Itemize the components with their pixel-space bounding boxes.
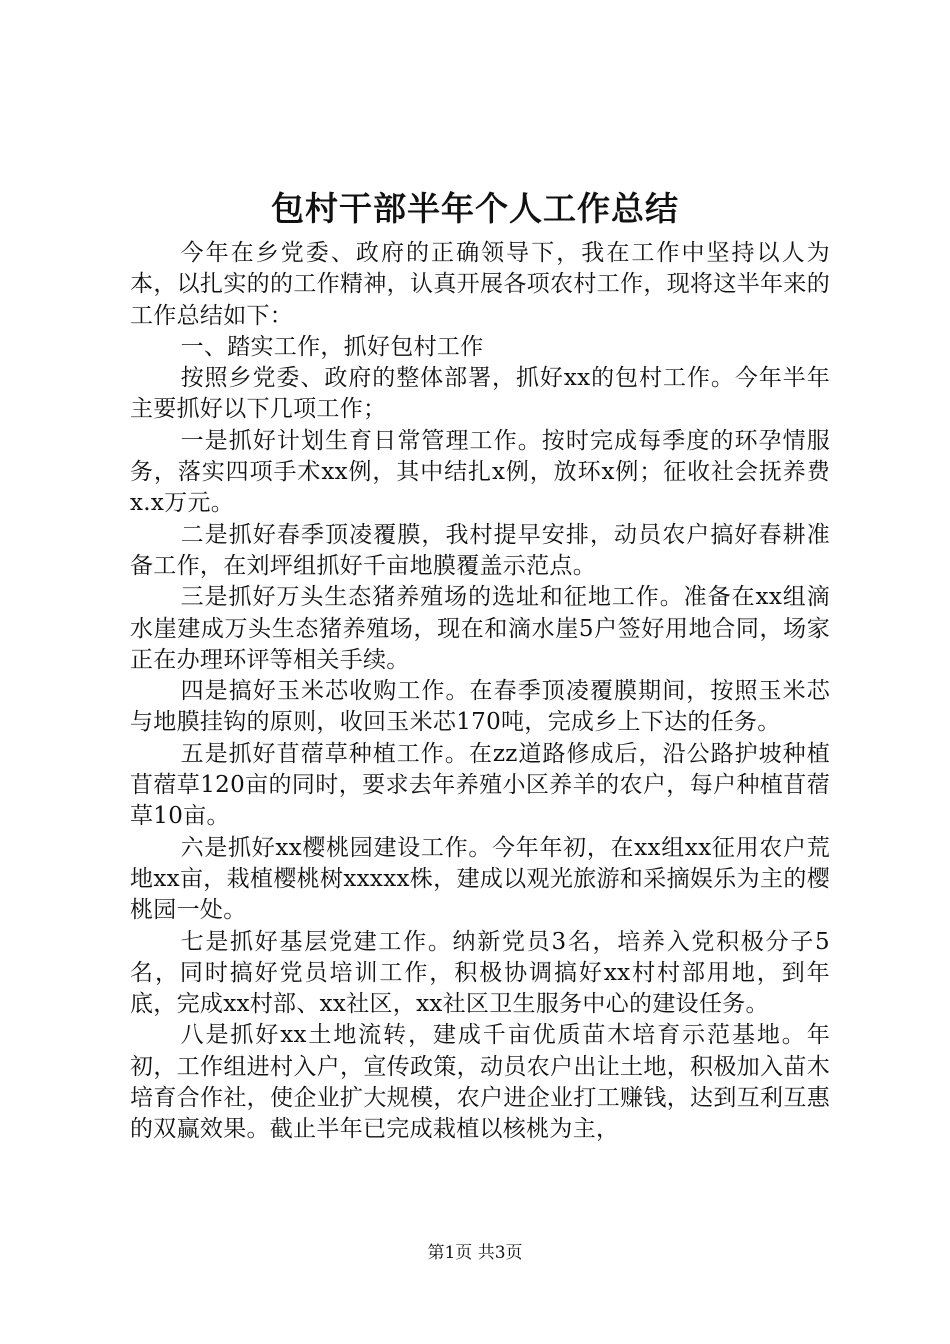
paragraph-item-7: 七是抓好基层党建工作。纳新党员3名，培养入党积极分子5名，同时搞好党员培训工作，积极协调搞好xx村村部用地，到年底，完成xx村部、xx社区，xx社区卫生服务中心的建设任务。 (130, 928, 830, 1018)
paragraph-intro: 今年在乡党委、政府的正确领导下，我在工作中坚持以人为本，以扎实的的工作精神，认真开展各项农村工作，现将这半年来的工作总结如下： (130, 240, 830, 329)
section-heading-1: 一、踏实工作，抓好包村工作 (180, 333, 484, 360)
paragraph-item-1: 一是抓好计划生育日常管理工作。按时完成每季度的环孕情服务，落实四项手术xx例，其中结扎x例，放环x例；征收社会抚养费x.x万元。 (130, 427, 830, 517)
paragraph-item-4: 四是搞好玉米芯收购工作。在春季顶凌覆膜期间，按照玉米芯与地膜挂钩的原则，收回玉米芯170吨，完成乡上下达的任务。 (130, 678, 830, 736)
document-body (130, 238, 830, 1146)
page-number: 第1页 共3页 (427, 1243, 523, 1263)
paragraph-overview: 按照乡党委、政府的整体部署，抓好xx的包村工作。今年半年主要抓好以下几项工作； (130, 365, 830, 423)
document-title: 包村干部半年个人工作总结 (271, 189, 679, 228)
paragraph-item-3: 三是抓好万头生态猪养殖场的选址和征地工作。准备在xx组滴水崖建成万头生态猪养殖场，现在和滴水崖5户签好用地合同，场家正在办理环评等相关手续。 (130, 584, 830, 673)
paragraph-item-6: 六是抓好xx樱桃园建设工作。今年年初，在xx组xx征用农户荒地xx亩，栽植樱桃树xxxxx株，建成以观光旅游和采摘娱乐为主的樱桃园一处。 (130, 834, 830, 924)
paragraph-item-8: 八是抓好xx土地流转，建成千亩优质苗木培育示范基地。年初，工作组进村入户，宣传政策，动员农户出让土地，积极加入苗木培育合作社，使企业扩大规模，农户进企业打工赚钱，达到互利互惠的双赢效果。截止半年已完成栽植以核桃为主， (130, 1022, 830, 1143)
paragraph-item-2: 二是抓好春季顶凌覆膜，我村提早安排，动员农户搞好春耕准备工作，在刘坪组抓好千亩地膜覆盖示范点。 (130, 521, 830, 579)
paragraph-item-5: 五是抓好苜蓿草种植工作。在zz道路修成后，沿公路护坡种植苜蓿草120亩的同时，要求去年养殖小区养羊的农户，每户种植苜蓿草10亩。 (130, 740, 830, 830)
